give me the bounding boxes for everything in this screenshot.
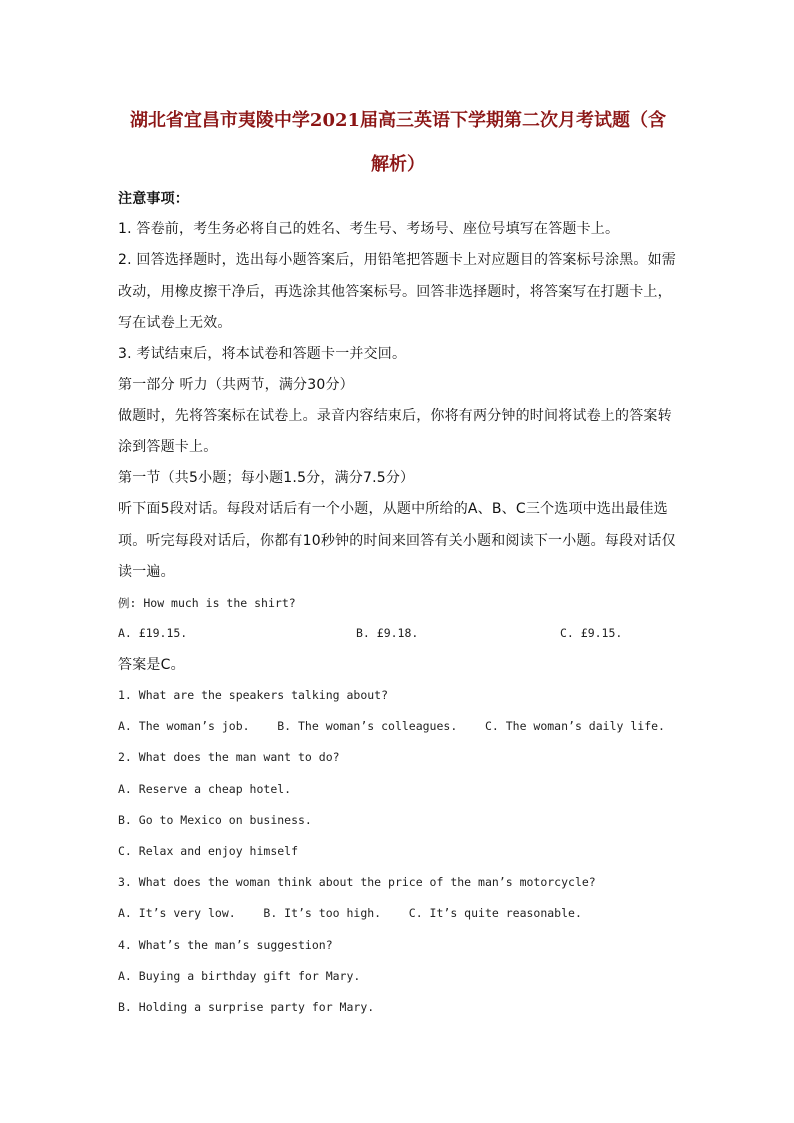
question-3-stem: 3. What does the woman think about the price of the man’s motorcycle? — [118, 875, 596, 889]
question-1-stem: 1. What are the speakers talking about? — [118, 688, 389, 702]
document-title-line-2: 解析） — [371, 154, 425, 175]
part1-desc-line-1: 做题时，先将答案标在试卷上。录音内容结束后，你将有两分钟的时间将试卷上的答案转 — [118, 408, 672, 424]
notes-item-2-line-3: 写在试卷上无效。 — [118, 315, 232, 331]
section1-desc-line-2: 项。听完每段对话后，你都有10秒钟的时间来回答有关小题和阅读下一小题。每段对话仅 — [118, 533, 676, 549]
question-2-option-c: C. Relax and enjoy himself — [118, 844, 299, 858]
question-4-option-a: A. Buying a birthday gift for Mary. — [118, 969, 361, 983]
notes-heading: 注意事项： — [118, 191, 189, 207]
section1-desc-line-1: 听下面5段对话。每段对话后有一个小题，从题中所给的A、B、C三个选项中选出最佳选 — [118, 501, 668, 517]
question-2-stem: 2. What does the man want to do? — [118, 750, 340, 764]
part1-heading: 第一部分 听力（共两节，满分30分） — [118, 377, 354, 393]
question-4-stem: 4. What’s the man’s suggestion? — [118, 938, 333, 952]
example-option-a: A. £19.15. — [118, 626, 188, 640]
example-option-b: B. £9.18. — [356, 626, 419, 640]
question-1-options: A. The woman’s job. B. The woman’s colleagues. C. The woman’s daily life. — [118, 719, 665, 733]
section1-heading: 第一节（共5小题；每小题1.5分，满分7.5分） — [118, 470, 415, 486]
question-3-options: A. It’s very low. B. It’s too high. C. It’s quite reasonable. — [118, 906, 582, 920]
section1-desc-line-3: 读一遍。 — [118, 564, 175, 580]
example-option-c: C. £9.15. — [560, 626, 623, 640]
question-4-option-b: B. Holding a surprise party for Mary. — [118, 1000, 375, 1014]
notes-item-2-line-2: 改动，用橡皮擦干净后，再选涂其他答案标号。回答非选择题时，将答案写在打题卡上， — [118, 284, 672, 300]
part1-desc-line-2: 涂到答题卡上。 — [118, 439, 218, 455]
notes-item-1: 1. 答卷前，考生务必将自己的姓名、考生号、考场号、座位号填写在答题卡上。 — [118, 221, 620, 237]
notes-item-2-line-1: 2. 回答选择题时，选出每小题答案后，用铅笔把答题卡上对应题目的答案标号涂黑。如需 — [118, 252, 677, 268]
example-question: 例: How much is the shirt? — [118, 596, 296, 610]
question-2-option-b: B. Go to Mexico on business. — [118, 813, 312, 827]
example-answer: 答案是C。 — [118, 657, 185, 673]
notes-item-3: 3. 考试结束后，将本试卷和答题卡一并交回。 — [118, 346, 407, 362]
question-2-option-a: A. Reserve a cheap hotel. — [118, 782, 292, 796]
document-title-line-1: 湖北省宜昌市夷陵中学2021届高三英语下学期第二次月考试题（含 — [129, 110, 667, 131]
